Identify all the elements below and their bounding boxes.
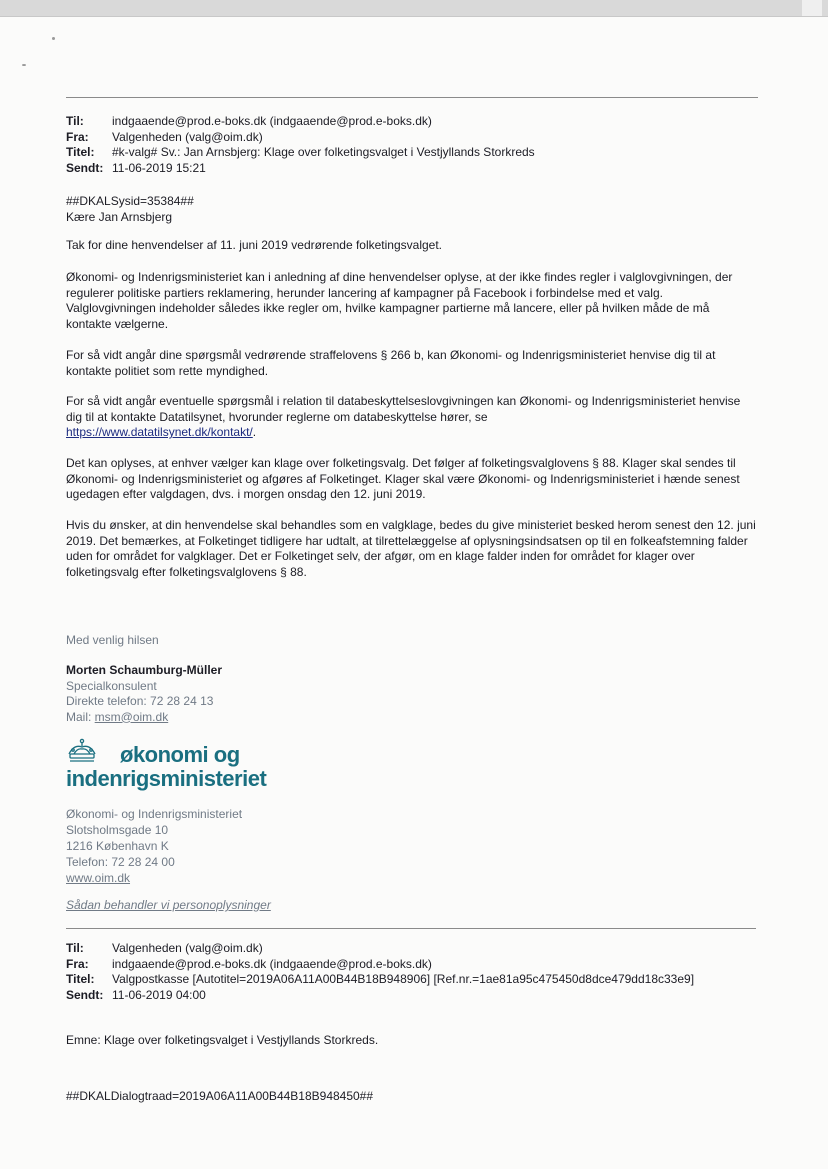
scan-top-border <box>0 0 828 17</box>
from-value: Valgenheden (valg@oim.dk) <box>112 129 263 144</box>
logo-line-1: økonomi og <box>120 742 240 767</box>
signature-mail-link[interactable]: msm@oim.dk <box>94 709 169 724</box>
header-divider-bottom <box>66 928 756 929</box>
body-paragraph-3 <box>66 348 756 379</box>
title-value: #k-valg# Sv.: Jan Arnsbjerg: Klage over folketingsvalget i Vestjyllands Storkreds <box>112 145 535 159</box>
header-divider-top <box>66 97 758 98</box>
to-label: Til: <box>66 941 84 955</box>
address-phone: Telefon: 72 28 24 00 <box>66 855 175 869</box>
paragraph-text: Tak for dine henvendelser af 11. juni 2019 vedrørende folketingsvalget. <box>66 238 443 252</box>
title-label: Titel: <box>66 145 95 159</box>
body-paragraph-6 <box>66 518 756 580</box>
signature-name: Morten Schaumburg-Müller <box>66 663 223 677</box>
paragraph-text: Økonomi- og Indenrigsministeriet kan i anledning af dine henvendelser oplyse, at der ikke findes regler i valglovgivningen, der regulerer politiske partiers reklamering, herunder lancering af kampagner på Facebook i forbindelse med et valg. Valglovgivningen indeholder således ikke regler om, hvilke kampagner partierne må lancere, eller på hvilken måde de må kontakte vælgerne. <box>66 270 733 331</box>
sysid: ##DKALSysid=35384## <box>66 194 194 208</box>
paragraph-text: Hvis du ønsker, at din henvendelse skal behandles som en valgklage, bedes du give ministeriet besked herom senest den 12. juni 2019. Det bemærkes, at Folketinget tidligere har udtalt, at tilrettelæggelse af oplysningsindsatsen op til en folkeafstemning falder uden for området for valgklager. Det er Folketinget selv, der afgør, om en klage falder inden for området for klager over folketingsvalg efter folketingsvalglovens § 88. <box>66 518 756 579</box>
body-paragraph-4 <box>66 394 756 441</box>
ministry-address <box>66 806 242 886</box>
paragraph-text: For så vidt angår eventuelle spørgsmål i relation til databeskyttelseslovgivningen kan Økonomi- og Indenrigsministeriet henvise dig til at kontakte Datatilsynet, hvorunder reglerne om databeskyttelse hører, se <box>66 394 741 424</box>
body-paragraph-1 <box>66 238 756 254</box>
sent-label: Sendt: <box>66 160 104 175</box>
signature-mail-label: Mail: <box>66 709 95 724</box>
logo-line-2: indenrigsministeriet <box>66 766 267 791</box>
sent-value: 11-06-2019 04:00 <box>112 987 206 1002</box>
body-paragraph-5 <box>66 456 756 503</box>
signature-phone: Direkte telefon: 72 28 24 13 <box>66 694 214 708</box>
sent-value: 11-06-2019 15:21 <box>112 160 206 175</box>
from-label: Fra: <box>66 956 89 971</box>
signature-role: Specialkonsulent <box>66 678 157 693</box>
address-city: 1216 København K <box>66 839 169 853</box>
sent-label: Sendt: <box>66 987 104 1002</box>
greeting: Kære Jan Arnsbjerg <box>66 209 173 224</box>
address-org: Økonomi- og Indenrigsministeriet <box>66 807 243 821</box>
email-header-2 <box>66 941 694 1003</box>
scan-speck <box>52 37 55 40</box>
paragraph-text: For så vidt angår dine spørgsmål vedrørende straffelovens § 266 b, kan Økonomi- og Indenrigsministeriet henvise dig til at kontakte politiet som rette myndighed. <box>66 348 716 378</box>
title-value: Valgpostkasse [Autotitel=2019A06A11A00B44B18B948906] [Ref.nr.=1ae81a95c475450d8dce479dd18c33e9] <box>112 972 695 986</box>
title-label: Titel: <box>66 972 95 986</box>
paragraph-text: Det kan oplyses, at enhver vælger kan klage over folketingsvalg. Det følger af folketingsvalglovens § 88. Klager skal sendes til Økonomi- og Indenrigsministeriet og afgøres af Folketinget. Klager skal være Økonomi- og Indenrigsministeriet i hænde senest ugedagen efter valgdagen, dvs. i morgen onsdag den 12. juni 2019. <box>66 456 740 501</box>
crown-icon <box>64 738 100 766</box>
email-subject: Emne: Klage over folketingsvalget i Vestjyllands Storkreds. <box>66 1033 379 1047</box>
ministry-logo <box>64 738 267 798</box>
from-value: indgaaende@prod.e-boks.dk (indgaaende@prod.e-boks.dk) <box>112 956 432 971</box>
to-value: indgaaende@prod.e-boks.dk (indgaaende@prod.e-boks.dk) <box>112 114 432 128</box>
scan-speck <box>22 64 26 66</box>
address-street: Slotsholmsgade 10 <box>66 823 169 837</box>
signature-block <box>66 663 222 725</box>
email-header-1 <box>66 114 535 176</box>
datatilsynet-link[interactable]: https://www.datatilsynet.dk/kontakt/ <box>66 425 253 439</box>
scan-corner <box>802 0 822 16</box>
to-value: Valgenheden (valg@oim.dk) <box>112 941 263 955</box>
sysid-block <box>66 194 756 225</box>
from-label: Fra: <box>66 129 89 144</box>
privacy-link[interactable]: Sådan behandler vi personoplysninger <box>66 898 271 912</box>
to-label: Til: <box>66 114 84 128</box>
body-paragraph-2 <box>66 270 756 332</box>
address-web-link[interactable]: www.oim.dk <box>66 871 131 885</box>
signature-closing: Med venlig hilsen <box>66 633 159 647</box>
dialog-id: ##DKALDialogtraad=2019A06A11A00B44B18B948450## <box>66 1089 374 1103</box>
paragraph-end: . <box>252 425 257 439</box>
